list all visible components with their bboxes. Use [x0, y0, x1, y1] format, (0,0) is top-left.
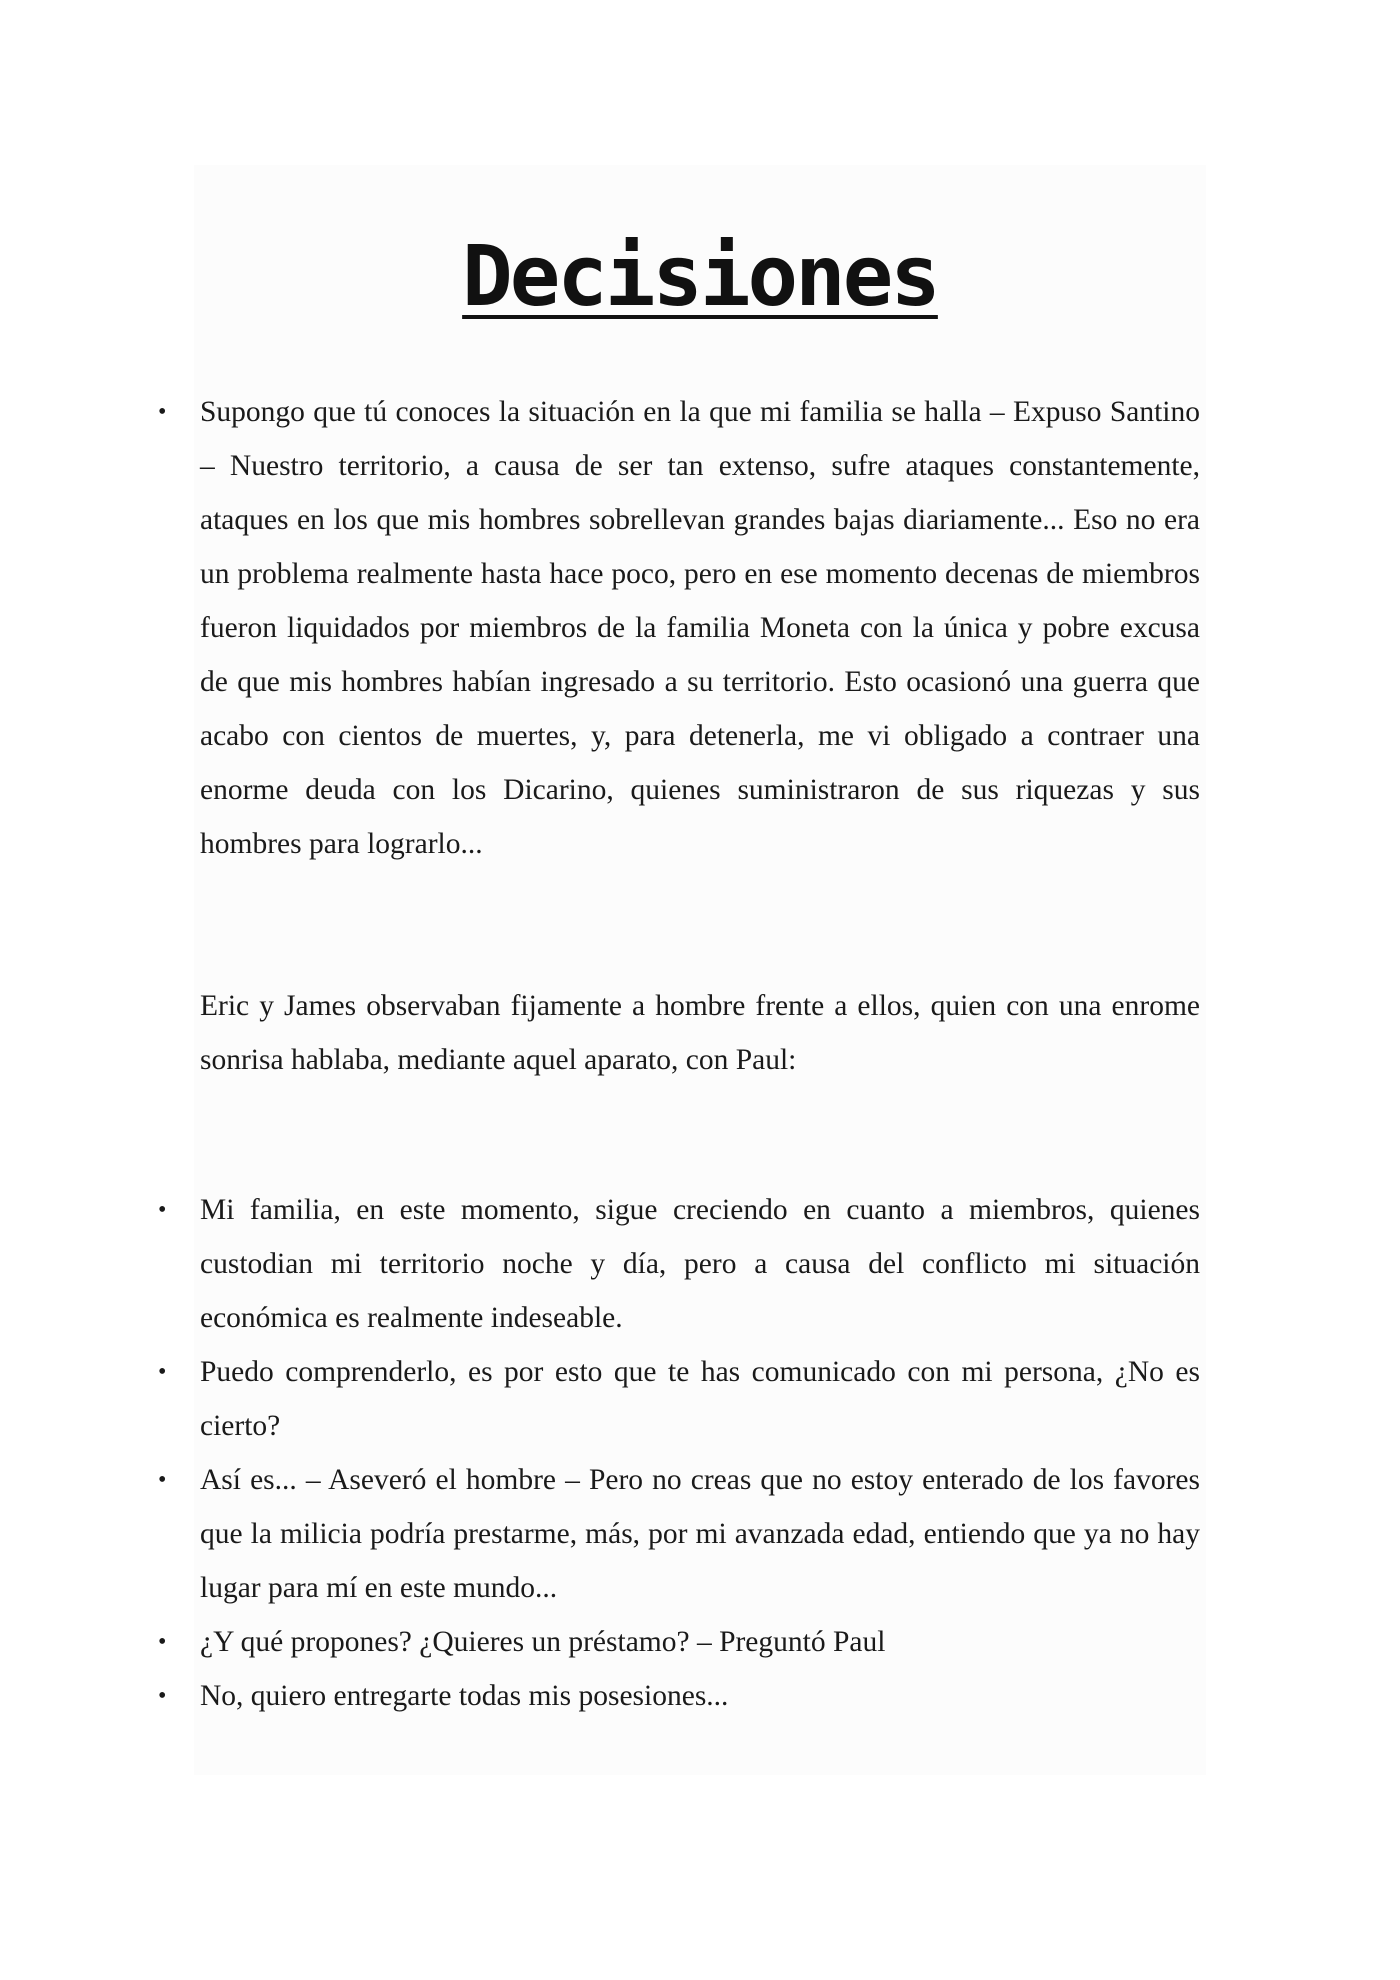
bullet-icon: • — [158, 1683, 167, 1709]
list-item — [158, 1615, 1200, 1669]
list-item — [158, 1453, 1200, 1615]
dialogue-text: Mi familia, en este momento, sigue creciendo en cuanto a miembros, quienes custodian mi territorio noche y día, pero a causa del conflicto mi situación económica es realmente indeseable. — [200, 1194, 1200, 1334]
bullet-icon: • — [158, 399, 167, 425]
list-item — [158, 385, 1200, 871]
bullet-icon: • — [158, 1629, 167, 1655]
bullet-icon: • — [158, 1467, 167, 1493]
dialogue-paragraph-1 — [158, 385, 1200, 871]
list-item — [158, 1669, 1200, 1723]
dialogue-text: ¿Y qué propones? ¿Quieres un préstamo? – Preguntó Paul — [200, 1626, 886, 1658]
list-item — [158, 1183, 1200, 1345]
dialogue-list — [158, 1183, 1200, 1723]
bullet-icon: • — [158, 1197, 167, 1223]
bullet-icon: • — [158, 1359, 167, 1385]
dialogue-text: Puedo comprenderlo, es por esto que te has comunicado con mi persona, ¿No es cierto? — [200, 1356, 1200, 1442]
document-title: Decisiones — [462, 227, 938, 326]
narration-paragraph: Eric y James observaban fijamente a hombre frente a ellos, quien con una enrome sonrisa hablaba, mediante aquel aparato, con Paul: — [200, 990, 1200, 1076]
dialogue-text: Así es... – Aseveró el hombre – Pero no creas que no estoy enterado de los favores que la milicia podría prestarme, más, por mi avanzada edad, entiendo que ya no hay lugar para mí en este mundo... — [200, 1464, 1200, 1604]
dialogue-text: Supongo que tú conoces la situación en la que mi familia se halla – Expuso Santino – Nuestro territorio, a causa de ser tan extenso, sufre ataques constantemente, ataques en los que mis hombres sobrellevan grandes bajas diariamente... Eso no era un problema realmente hasta hace poco, pero en ese momento decenas de miembros fueron liquidados por miembros de la familia Moneta con la única y pobre excusa de que mis hombres habían ingresado a su territorio. Esto ocasionó una guerra que acabo con cientos de muertes, y, para detenerla, me vi obligado a contraer una enorme deuda con los Dicarino, quienes suministraron de sus riquezas y sus hombres para lograrlo... — [200, 396, 1200, 860]
list-item — [158, 1345, 1200, 1453]
dialogue-text: No, quiero entregarte todas mis posesiones... — [200, 1680, 729, 1712]
